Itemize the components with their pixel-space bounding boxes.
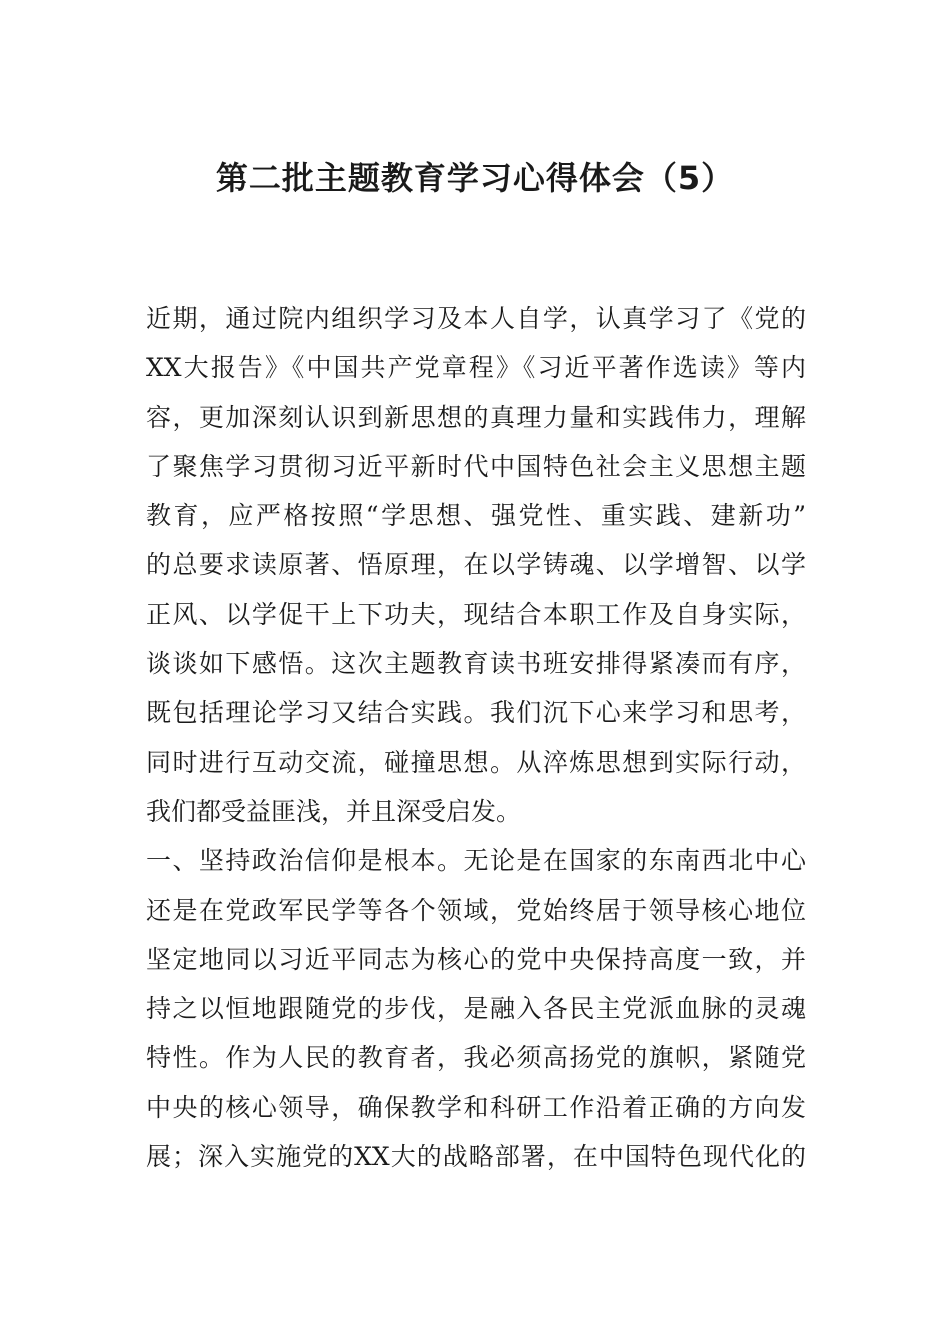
text-line: 持之以恒地跟随党的步伐，是融入各民主党派血脉的灵魂	[146, 994, 806, 1024]
text-line: 了聚焦学习贯彻习近平新时代中国特色社会主义思想主题	[146, 451, 806, 481]
paragraph-intro	[146, 294, 806, 836]
text-line: 的总要求读原著、悟原理，在以学铸魂、以学增智、以学	[146, 550, 806, 580]
text-line: 还是在党政军民学等各个领域，党始终居于领导核心地位	[146, 895, 806, 925]
document-title: 第二批主题教育学习心得体会（5）	[215, 159, 735, 197]
text-line: 中央的核心领导，确保教学和科研工作沿着正确的方向发	[146, 1092, 806, 1122]
document-body	[146, 294, 806, 1181]
text-line: 特性。作为人民的教育者，我必须高扬党的旗帜，紧随党	[146, 1043, 806, 1073]
text-line: 展；深入实施党的XX大的战略部署，在中国特色现代化的	[146, 1142, 806, 1172]
text-line: 同时进行互动交流，碰撞思想。从淬炼思想到实际行动，	[146, 747, 806, 777]
text-line: 既包括理论学习又结合实践。我们沉下心来学习和思考，	[146, 698, 806, 728]
text-line: 教育，应严格按照“学思想、强党性、重实践、建新功”	[146, 501, 806, 531]
text-line: 坚定地同以习近平同志为核心的党中央保持高度一致，并	[146, 944, 806, 974]
paragraph-section-1	[146, 836, 806, 1181]
text-line: 谈谈如下感悟。这次主题教育读书班安排得紧凑而有序，	[146, 649, 806, 679]
text-line: 我们都受益匪浅，并且深受启发。	[146, 796, 522, 826]
text-line: XX大报告》《中国共产党章程》《习近平著作选读》等内	[146, 353, 806, 383]
text-line: 正风、以学促干上下功夫，现结合本职工作及自身实际，	[146, 599, 806, 629]
text-line: 近期，通过院内组织学习及本人自学，认真学习了《党的	[146, 304, 806, 333]
text-line: 一、坚持政治信仰是根本。无论是在国家的东南西北中心	[146, 846, 806, 876]
text-line: 容，更加深刻认识到新思想的真理力量和实践伟力，理解	[146, 402, 806, 432]
